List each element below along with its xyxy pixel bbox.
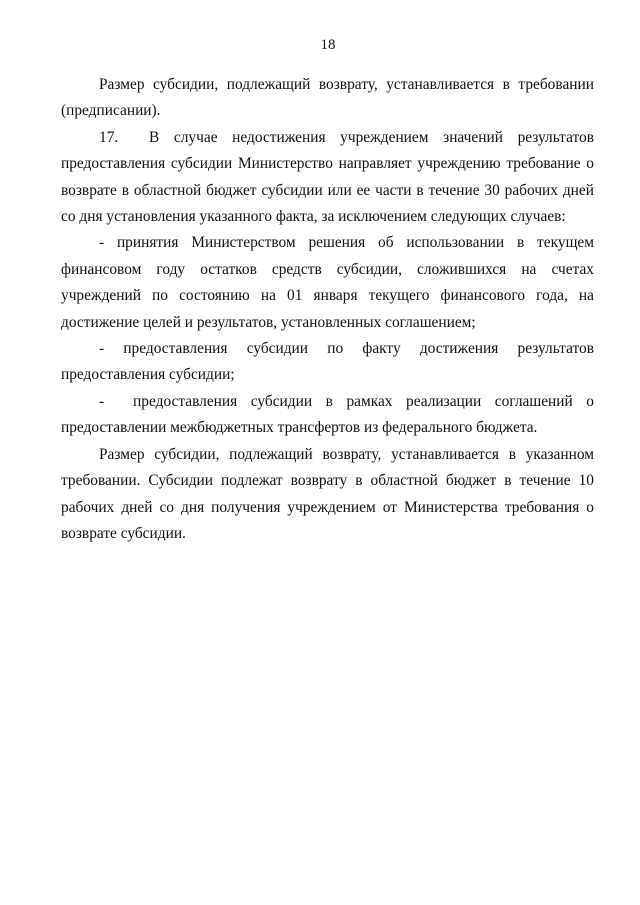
document-body — [61, 72, 594, 547]
list-item-results-based-subsidy: - предоставления субсидии по факту достижения результатов предоставления субсидии; — [61, 340, 594, 384]
paragraph-refund-deadline: Размер субсидии, подлежащий возврату, устанавливается в указанном требовании. Субсидии подлежат возврату в областной бюджет в течение 10 рабочих дней со дня получения учреждением от Министерства требования о возврате субсидии. — [61, 445, 594, 542]
paragraph-refund-amount-order: Размер субсидии, подлежащий возврату, устанавливается в требовании (предписании). — [61, 76, 594, 120]
page-number: 18 — [320, 37, 336, 53]
list-item-interbudget-transfers: - предоставления субсидии в рамках реализации соглашений о предоставлении межбюджетных трансфертов из федерального бюджета. — [61, 392, 594, 437]
list-item-ministry-decision: - принятия Министерством решения об использовании в текущем финансовом году остатков средств субсидии, сложившихся на счетах учреждений по состоянию на 01 января текущего финансового года, на достижение целей и результатов, установленных соглашением; — [61, 234, 594, 331]
paragraph-clause-17: 17. В случае недостижения учреждением значений результатов предоставления субсидии Министерство направляет учреждению требование о возврате в областной бюджет субсидии или ее части в течение 30 рабочих дней со дня установления указанного факта, за исключением следующих случаев: — [61, 128, 594, 226]
